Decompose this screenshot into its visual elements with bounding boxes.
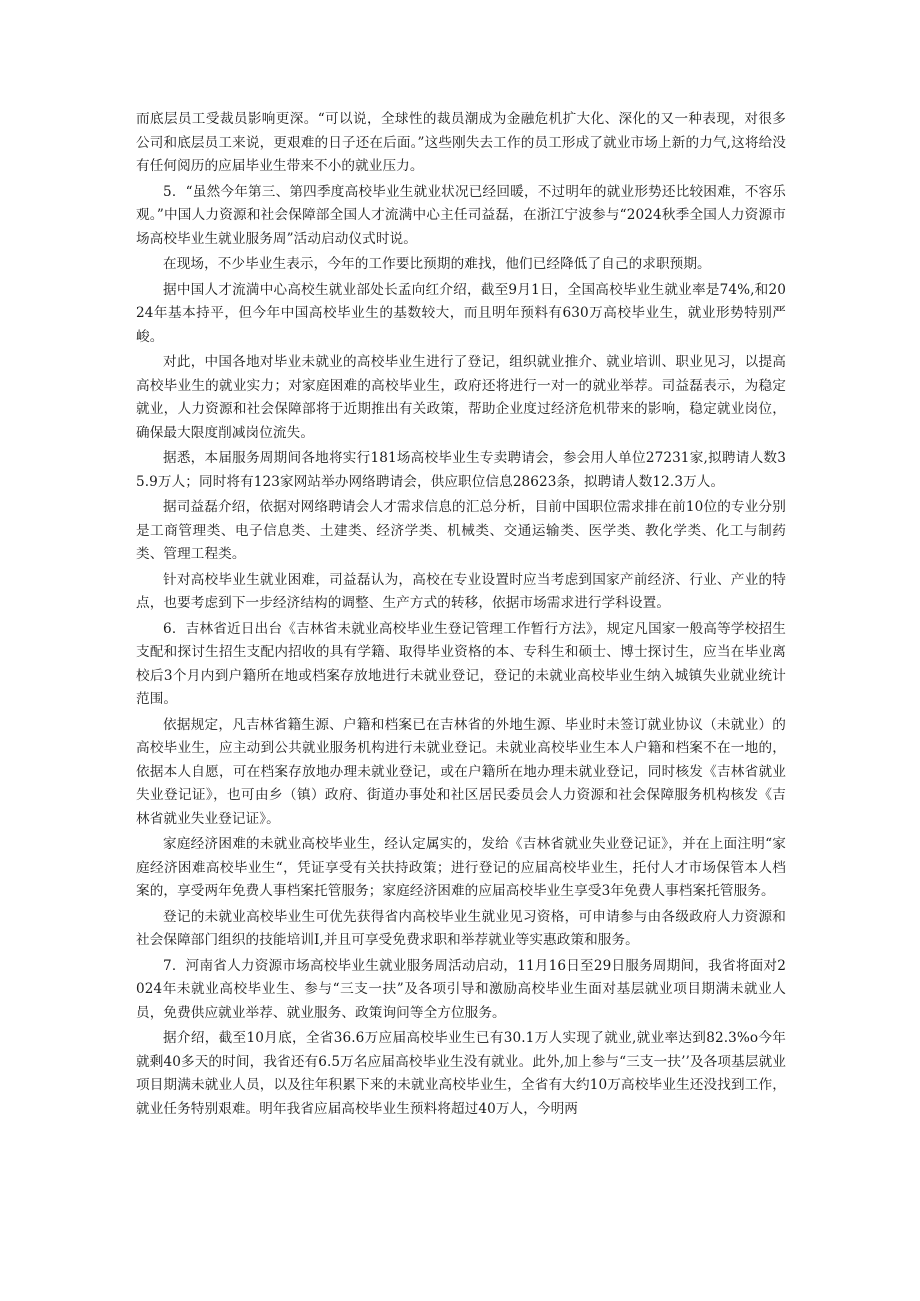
paragraph-9: 6．吉林省近日出台《吉林省未就业高校毕业生登记管理工作暂行方法》，规定凡国家一般高等学校招生支配和探讨生招生支配内招收的具有学籍、取得毕业资格的本、专科生和硕士、博士探讨生，应当在毕业离校后3个月内到户籍所在地或档案存放地进行未就业登记，登记的未就业高校毕业生纳入城镇失业就业统计范围。 xyxy=(136,620,786,707)
paragraph-11: 家庭经济困难的未就业高校毕业生，经认定属实的，发给《吉林省就业失业登记证》，并在上面注明“家庭经济困难高校毕业生“，凭证享受有关扶持政策；进行登记的应届高校毕业生，托付人才市场保管本人档案的，享受两年免费人事档案托管服务；家庭经济困难的应届高校毕业生享受3年免费人事档案托管服务。 xyxy=(136,836,786,899)
paragraph-1: 而底层员工受裁员影响更深。“可以说，全球性的裁员潮成为金融危机扩大化、深化的又一种表现，对很多公司和底层员工来说，更艰难的日子还在后面。”这些刚失去工作的员工形成了就业市场上新的力气,这将给没有任何阅历的应届毕业生带来不小的就业压力。 xyxy=(136,111,786,174)
document-page xyxy=(136,108,786,1123)
paragraph-6: 据悉，本届服务周期间各地将实行181场高校毕业生专卖聘请会，参会用人单位27231家,拟聘请人数35.9万人；同时将有123家网站举办网络聘请会，供应职位信息28623条，拟聘请人数12.3万人。 xyxy=(136,450,786,490)
paragraph-3: 在现场，不少毕业生表示，今年的工作要比预期的难找，他们已经降低了自己的求职预期。 xyxy=(163,256,711,272)
paragraph-4: 据中国人才流満中心高校生就业部处长孟向红介绍，截至9月1日，全国高校毕业生就业率是74%,和2024年基本持平，但今年中国高校毕业生的基数较大，而且明年预料有630万高校毕业生，就业形势特别严峻。 xyxy=(136,281,786,345)
paragraph-7: 据司益磊介绍，依据对网络聘请会人才需求信息的汇总分析，目前中国职位需求排在前10位的专业分别是工商管理类、电子信息类、土建类、经济学类、机械类、交通运输类、医学类、教化学类、化工与制药类、管理工程类。 xyxy=(136,499,786,562)
paragraph-5: 对此，中国各地对毕业未就业的高校毕业生进行了登记，组织就业推介、就业培训、职业见习，以提高高校毕业生的就业实力；对家庭困难的高校毕业生，政府还将进行一对一的就业举荐。司益磊表示，为稳定就业，人力资源和社会保障部将于近期推出有关政策，帮助企业度过经济危机带来的影响，稳定就业岗位，确保最大限度削减岗位流失。 xyxy=(136,354,786,441)
paragraph-13: 7．河南省人力资源市场高校毕业生就业服务周活动启动，11月16日至29日服务周期间，我省将面对2024年未就业高校毕业生、参与“三支一扶”及各项引导和激励高校毕业生面对基层就业项目期满未就业人员，免费供应就业举荐、就业服务、政策询问等全方位服务。 xyxy=(136,957,786,1021)
paragraph-8: 针对高校毕业生就业困难，司益磊认为，高校在专业设置时应当考虑到国家产前经济、行业、产业的特点，也要考虑到下一步经济结构的调整、生产方式的转移，依据市场需求进行学科设置。 xyxy=(136,571,786,611)
paragraph-2: 5．“虽然今年第三、第四季度高校毕业生就业状况已经回暖，不过明年的就业形势还比较困难，不容乐观。”中国人力资源和社会保障部全国人才流满中心主任司益磊，在浙江宁波参与“2024秋季全国人力资源市场高校毕业生就业服务周”活动启动仪式时说。 xyxy=(136,183,786,247)
paragraph-12: 登记的未就业高校毕业生可优先获得省内高校毕业生就业见习资格，可申请参与由各级政府人力资源和社会保障部门组织的技能培训I,并且可享受免费求职和举荐就业等实惠政策和服务。 xyxy=(136,908,786,948)
paragraph-10: 依据规定，凡吉林省籍生源、户籍和档案已在吉林省的外地生源、毕业时未签订就业协议（未就业）的高校毕业生，应主动到公共就业服务机构进行未就业登记。未就业高校毕业生本人户籍和档案不在一地的，依据本人自愿，可在档案存放地办理未就业登记，或在户籍所在地办理未就业登记，同时核发《吉林省就业失业登记证》，也可由乡（镇）政府、街道办事处和社区居民委员会人力资源和社会保障服务机构核发《吉林省就业失业登记证》。 xyxy=(136,716,786,827)
paragraph-14: 据介绍，截至10月底，全省36.6万应届高校毕业生已有30.1万人实现了就业,就业率达到82.3%o今年就剩40多天的时间，我省还有6.5万名应届高校毕业生没有就业。此外,加上参与“三支一扶’’及各项基层就业项目期满未就业人员，以及往年积累下来的未就业高校毕业生，全省有大约10万高校毕业生还没找到工作，就业任务特别艰难。明年我省应届高校毕业生预料将超过40万人，今明两 xyxy=(136,1030,786,1117)
